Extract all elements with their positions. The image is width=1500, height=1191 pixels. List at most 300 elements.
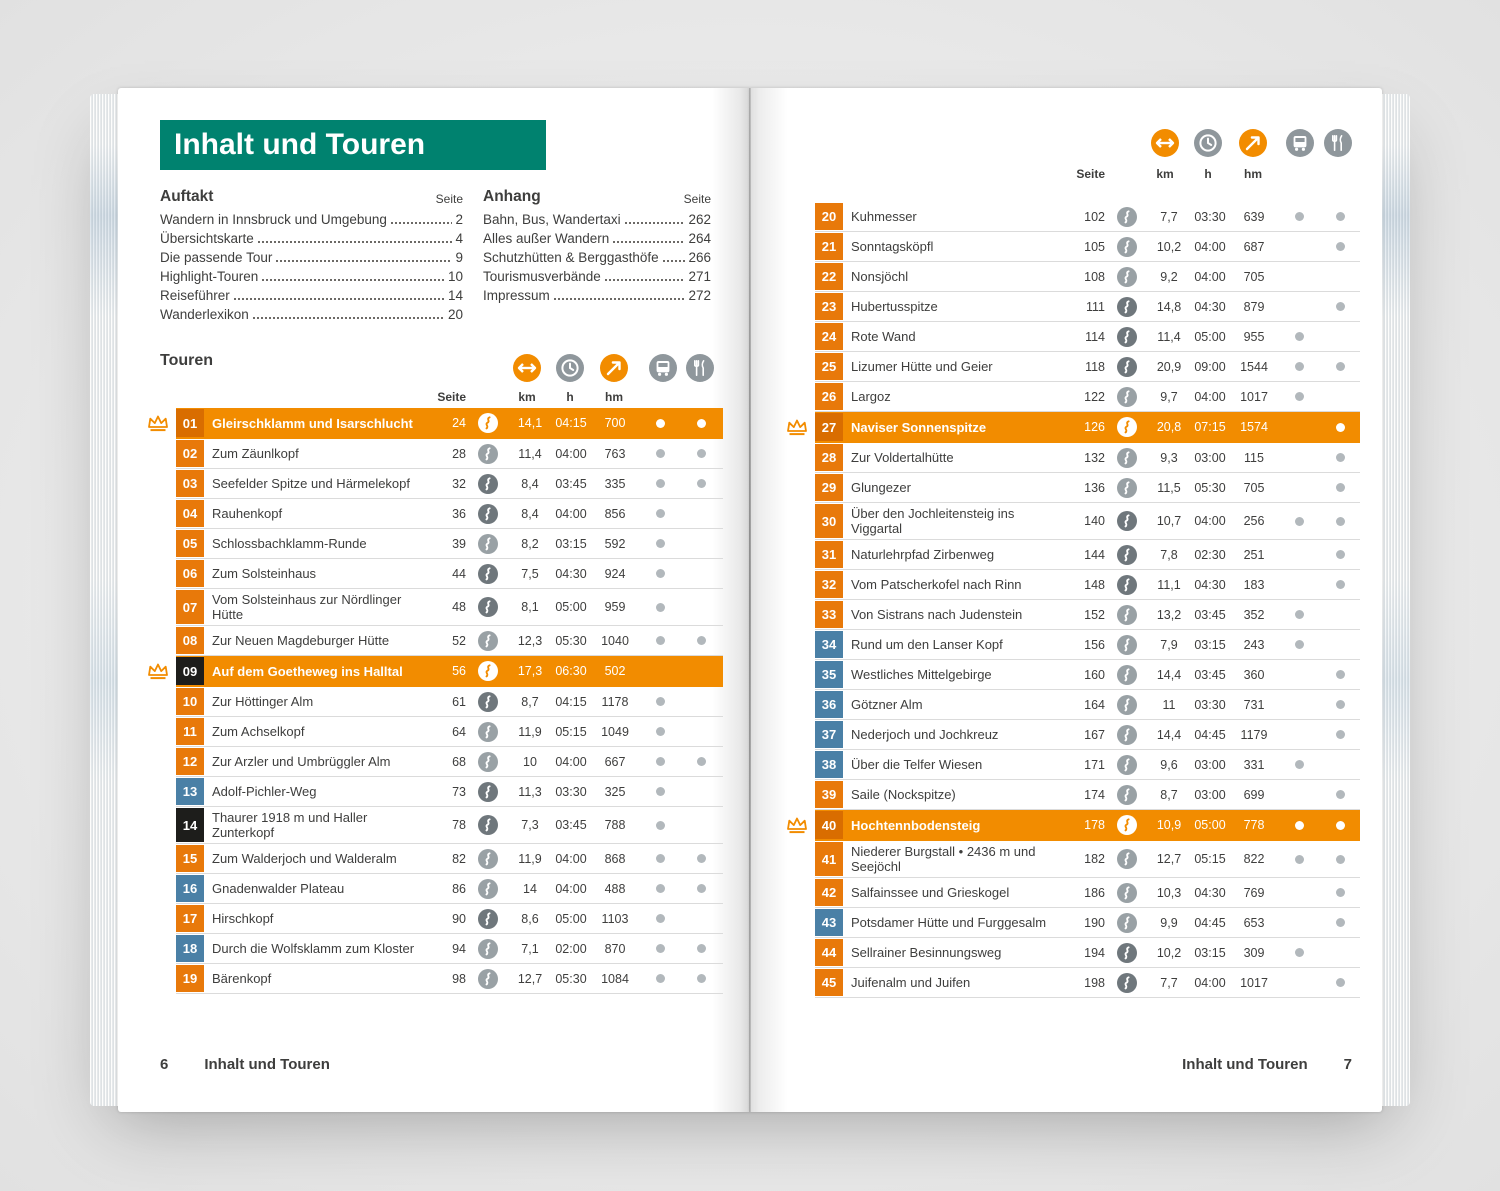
tour-elevation-value: 309 (1243, 945, 1265, 960)
tour-elevation-value: 868 (604, 851, 626, 866)
food-available-dot (1336, 580, 1345, 589)
difficulty-gauge-icon (466, 534, 510, 554)
food-dot-cell (1321, 790, 1359, 799)
tour-km-value: 9,9 (1160, 915, 1178, 930)
toc-item[interactable] (160, 267, 463, 286)
tour-row-20[interactable] (815, 202, 1360, 232)
bus-available-dot (1295, 362, 1304, 371)
food-dot-cell (1321, 700, 1359, 709)
tour-row-19[interactable] (176, 964, 723, 994)
food-dot-cell (1321, 550, 1359, 559)
toc-item[interactable] (483, 229, 711, 248)
tour-row-21[interactable] (815, 232, 1360, 262)
tour-km-value: 8,6 (521, 911, 539, 926)
bus-dot-cell (638, 914, 682, 923)
tour-duration-value: 05:00 (555, 600, 587, 614)
food-dot-cell (682, 479, 720, 488)
toc-item[interactable] (483, 248, 711, 267)
tour-page-number: 132 (1084, 450, 1105, 465)
toc-item-label: Schutzhütten & Berggasthöfe (483, 250, 659, 265)
toc-item[interactable] (160, 305, 463, 324)
tour-number-badge: 32 (815, 571, 843, 598)
food-dot-cell (682, 884, 720, 893)
bus-available-dot (656, 569, 665, 578)
tour-number-badge: 40 (815, 811, 843, 839)
auftakt-section (160, 188, 463, 324)
tour-title: Schlossbachklamm-Runde (212, 536, 367, 551)
food-dot-cell (1321, 670, 1359, 679)
tour-row-40[interactable] (815, 810, 1360, 841)
tour-page-number: 94 (452, 941, 466, 956)
food-available-dot (1336, 855, 1345, 864)
tour-number-badge: 35 (815, 661, 843, 688)
tour-row-05[interactable] (176, 529, 723, 559)
tour-elevation-value: 788 (604, 818, 626, 832)
tour-row-10[interactable] (176, 687, 723, 717)
tour-row-30[interactable] (815, 503, 1360, 540)
food-dot-cell (682, 419, 720, 428)
tour-duration-value: 03:30 (1194, 697, 1226, 712)
tour-title: Über den Jochleitensteig ins Viggartal (851, 506, 1015, 536)
difficulty-gauge-icon (1105, 883, 1149, 903)
tour-title: Adolf-Pichler-Weg (212, 784, 317, 799)
dotted-leader (612, 239, 685, 244)
distance-icon (1151, 129, 1179, 157)
bus-available-dot (656, 636, 665, 645)
bus-dot-cell (638, 787, 682, 796)
difficulty-gauge-icon (1105, 665, 1149, 685)
tour-page-number: 171 (1084, 757, 1105, 772)
tour-km-value: 10,3 (1156, 885, 1182, 900)
tour-row-15[interactable] (176, 844, 723, 874)
tour-title: Vom Solsteinhaus zur Nördlinger Hütte (212, 592, 402, 622)
bus-dot-cell (1277, 392, 1321, 401)
tour-row-14[interactable] (176, 807, 723, 844)
difficulty-gauge-icon (1105, 448, 1149, 468)
tour-number-badge: 19 (176, 965, 204, 992)
tour-duration-value: 04:00 (555, 446, 587, 461)
difficulty-gauge-icon (466, 815, 510, 835)
bus-dot-cell (638, 636, 682, 645)
tour-duration-value: 05:30 (555, 633, 587, 648)
tour-title: Naviser Sonnenspitze (851, 419, 987, 435)
tour-km-value: 7,9 (1160, 637, 1178, 652)
bus-available-dot (1295, 212, 1304, 221)
bus-available-dot (1295, 760, 1304, 769)
tour-row-27[interactable] (815, 412, 1360, 443)
tour-duration-value: 02:00 (555, 941, 587, 956)
difficulty-gauge-icon (466, 564, 510, 584)
tour-row-43[interactable] (815, 908, 1360, 938)
difficulty-gauge-icon (1105, 357, 1149, 377)
tour-km-value: 7,7 (1160, 975, 1178, 990)
tour-number-badge: 24 (815, 323, 843, 350)
difficulty-gauge-icon (1105, 267, 1149, 287)
toc-item-page: 9 (455, 250, 463, 265)
tour-page-number: 102 (1084, 209, 1105, 224)
tour-row-38[interactable] (815, 750, 1360, 780)
tour-row-13[interactable] (176, 777, 723, 807)
tour-title: Potsdamer Hütte und Furggesalm (851, 915, 1047, 930)
toc-item-label: Wandern in Innsbruck und Umgebung (160, 212, 387, 227)
food-dot-cell (1321, 362, 1359, 371)
food-available-dot (1336, 821, 1345, 830)
tour-title: Von Sistrans nach Judenstein (851, 607, 1023, 622)
tour-row-24[interactable] (815, 322, 1360, 352)
tour-elevation-value: 1017 (1240, 975, 1268, 990)
difficulty-gauge-icon (466, 631, 510, 651)
highlight-crown-icon (146, 414, 170, 433)
highlight-crown-icon (785, 816, 809, 835)
tour-duration-value: 05:00 (1194, 329, 1226, 344)
tour-page-number: 126 (1084, 420, 1105, 434)
tour-title: Saile (Nockspitze) (851, 787, 956, 802)
food-available-dot (1336, 212, 1345, 221)
bus-dot-cell (638, 757, 682, 766)
tour-row-31[interactable] (815, 540, 1360, 570)
tour-number-badge: 25 (815, 353, 843, 380)
tour-number-badge: 10 (176, 688, 204, 715)
tour-page-number: 64 (452, 724, 466, 739)
bus-dot-cell (1277, 362, 1321, 371)
tour-km-value: 14,4 (1156, 727, 1182, 742)
tour-row-18[interactable] (176, 934, 723, 964)
food-available-dot (697, 419, 706, 428)
tour-row-28[interactable] (815, 443, 1360, 473)
food-icon (1324, 129, 1352, 157)
bus-dot-cell (1277, 212, 1321, 221)
tour-row-33[interactable] (815, 600, 1360, 630)
tour-number-badge: 41 (815, 842, 843, 876)
bus-available-dot (656, 509, 665, 518)
difficulty-gauge-icon (1105, 725, 1149, 745)
tour-page-number: 148 (1084, 577, 1105, 592)
food-available-dot (697, 854, 706, 863)
dotted-leader (604, 277, 686, 282)
tour-row-08[interactable] (176, 626, 723, 656)
tour-km-value: 7,1 (521, 941, 539, 956)
food-available-dot (1336, 517, 1345, 526)
bus-dot-cell (1277, 610, 1321, 619)
food-available-dot (1336, 670, 1345, 679)
tour-km-value: 11,9 (518, 724, 542, 739)
difficulty-gauge-icon (1105, 913, 1149, 933)
food-dot-cell (1321, 242, 1359, 251)
tour-row-34[interactable] (815, 630, 1360, 660)
tour-number-badge: 29 (815, 474, 843, 501)
food-available-dot (1336, 730, 1345, 739)
tour-row-12[interactable] (176, 747, 723, 777)
food-dot-cell (1321, 212, 1359, 221)
bus-available-dot (1295, 332, 1304, 341)
food-dot-cell (1321, 821, 1359, 830)
food-dot-cell (1321, 453, 1359, 462)
tour-page-number: 56 (452, 664, 466, 678)
food-available-dot (1336, 918, 1345, 927)
tour-title: Hubertusspitze (851, 299, 938, 314)
tour-elevation-value: 700 (604, 416, 626, 430)
tour-row-39[interactable] (815, 780, 1360, 810)
left-footer (160, 1056, 330, 1073)
bus-dot-cell (638, 697, 682, 706)
difficulty-gauge-icon (1105, 478, 1149, 498)
tour-row-01[interactable] (176, 408, 723, 439)
tour-row-42[interactable] (815, 878, 1360, 908)
right-footer-label: Inhalt und Touren (1182, 1056, 1308, 1073)
anhang-section (483, 188, 711, 305)
toc-item-label: Übersichtskarte (160, 231, 254, 246)
bus-available-dot (656, 697, 665, 706)
tour-duration-value: 04:00 (555, 881, 587, 896)
tour-row-26[interactable] (815, 382, 1360, 412)
toc-item-label: Bahn, Bus, Wandertaxi (483, 212, 621, 227)
tour-row-11[interactable] (176, 717, 723, 747)
tour-number-badge: 37 (815, 721, 843, 748)
food-available-dot (1336, 978, 1345, 987)
tour-title: Zur Voldertalhütte (851, 450, 954, 465)
tour-row-37[interactable] (815, 720, 1360, 750)
page-title: Inhalt und Touren (160, 120, 546, 170)
tour-page-number: 174 (1084, 787, 1105, 802)
tour-km-value: 14,1 (517, 416, 543, 430)
page-edges-left (90, 94, 118, 1106)
bus-available-dot (656, 944, 665, 953)
food-available-dot (697, 479, 706, 488)
tour-duration-value: 04:00 (1194, 514, 1226, 528)
tour-title: Niederer Burgstall • 2436 m und Seejöchl (851, 844, 1036, 874)
difficulty-gauge-icon (1105, 207, 1149, 227)
bus-dot-cell (1277, 821, 1321, 830)
food-dot-cell (1321, 580, 1359, 589)
tour-elevation-value: 667 (604, 754, 626, 769)
bus-available-dot (1295, 640, 1304, 649)
food-available-dot (1336, 888, 1345, 897)
tour-title: Zur Arzler und Umbrüggler Alm (212, 754, 391, 769)
tour-elevation-value: 1179 (1240, 727, 1268, 742)
toc-item[interactable] (483, 267, 711, 286)
bus-available-dot (656, 787, 665, 796)
right-footer-page-number: 7 (1343, 1056, 1352, 1073)
tour-row-36[interactable] (815, 690, 1360, 720)
food-dot-cell (682, 449, 720, 458)
tour-km-value: 11 (1162, 697, 1176, 712)
tour-number-badge: 30 (815, 504, 843, 538)
tour-km-value: 11,1 (1157, 577, 1181, 592)
difficulty-gauge-icon (466, 504, 510, 524)
food-dot-cell (682, 944, 720, 953)
difficulty-gauge-icon (1105, 849, 1149, 869)
tour-title: Rund um den Lanser Kopf (851, 637, 1003, 652)
food-available-dot (697, 944, 706, 953)
tour-title: Zum Zäunlkopf (212, 446, 299, 461)
tour-page-number: 108 (1084, 269, 1105, 284)
tour-row-25[interactable] (815, 352, 1360, 382)
tour-elevation-value: 335 (604, 476, 626, 491)
tour-km-value: 12,7 (517, 971, 543, 986)
tour-page-number: 118 (1085, 359, 1105, 374)
bus-dot-cell (638, 509, 682, 518)
left-footer-label: Inhalt und Touren (204, 1056, 330, 1073)
tour-duration-value: 04:30 (1194, 885, 1226, 900)
distance-icon (513, 354, 541, 382)
tour-km-value: 9,7 (1160, 389, 1178, 404)
tour-row-29[interactable] (815, 473, 1360, 503)
tour-duration-value: 05:30 (555, 971, 587, 986)
toc-item[interactable] (160, 210, 463, 229)
tour-elevation-value: 778 (1243, 818, 1265, 832)
tour-row-22[interactable] (815, 262, 1360, 292)
tour-number-badge: 33 (815, 601, 843, 628)
toc-item-label: Die passende Tour (160, 250, 273, 265)
col-h-label: h (1204, 167, 1212, 181)
tour-number-badge: 08 (176, 627, 204, 654)
tour-number-badge: 01 (176, 409, 204, 437)
tour-title: Gnadenwalder Plateau (212, 881, 345, 896)
tour-row-45[interactable] (815, 968, 1360, 998)
tour-page-number: 78 (452, 818, 466, 832)
tour-title: Lizumer Hütte und Geier (851, 359, 993, 374)
tour-page-number: 90 (452, 911, 466, 926)
dotted-leader (257, 239, 453, 244)
difficulty-gauge-icon (1105, 695, 1149, 715)
tour-elevation-value: 822 (1243, 852, 1265, 866)
food-available-dot (697, 449, 706, 458)
food-available-dot (1336, 302, 1345, 311)
tour-km-value: 12,3 (517, 633, 543, 648)
anhang-seite-label: Seite (683, 192, 711, 206)
tour-row-09[interactable] (176, 656, 723, 687)
food-available-dot (697, 757, 706, 766)
difficulty-gauge-icon (466, 722, 510, 742)
bus-available-dot (656, 449, 665, 458)
tour-title: Thaurer 1918 m und Haller Zunterkopf (212, 810, 368, 840)
toc-item-label: Alles außer Wandern (483, 231, 610, 246)
tour-number-badge: 07 (176, 590, 204, 624)
tour-elevation-value: 256 (1243, 514, 1265, 528)
dotted-leader (275, 258, 452, 263)
tour-elevation-value: 331 (1243, 757, 1265, 772)
tour-elevation-value: 1040 (601, 633, 629, 648)
tour-km-value: 11,4 (518, 446, 542, 461)
difficulty-gauge-icon (466, 444, 510, 464)
toc-item[interactable] (160, 286, 463, 305)
tour-km-value: 10,9 (1156, 818, 1182, 832)
tour-km-value: 11,3 (518, 784, 542, 799)
tour-duration-value: 05:00 (555, 911, 587, 926)
tour-duration-value: 03:00 (1194, 450, 1226, 465)
anhang-title: Anhang (483, 188, 541, 205)
tour-duration-value: 02:30 (1194, 547, 1226, 562)
tour-row-17[interactable] (176, 904, 723, 934)
tour-title: Salfainssee und Grieskogel (851, 885, 1010, 900)
difficulty-gauge-icon (466, 782, 510, 802)
tour-elevation-value: 115 (1244, 450, 1264, 465)
tour-number-badge: 43 (815, 909, 843, 936)
toc-item-page: 10 (447, 269, 463, 284)
difficulty-gauge-icon (1105, 943, 1149, 963)
bus-dot-cell (1277, 640, 1321, 649)
tour-number-badge: 39 (815, 781, 843, 808)
tour-row-16[interactable] (176, 874, 723, 904)
tour-elevation-value: 243 (1243, 637, 1265, 652)
difficulty-gauge-icon (1105, 511, 1149, 531)
tour-km-value: 14,4 (1156, 667, 1182, 682)
left-footer-page-number: 6 (160, 1056, 169, 1073)
toc-item-label: Highlight-Touren (160, 269, 259, 284)
tour-row-23[interactable] (815, 292, 1360, 322)
food-dot-cell (1321, 423, 1359, 432)
tour-row-03[interactable] (176, 469, 723, 499)
tour-title: Auf dem Goetheweg ins Halltal (212, 663, 403, 679)
tour-elevation-value: 1103 (601, 911, 629, 926)
tour-title: Götzner Alm (851, 697, 923, 712)
toc-item-page: 2 (455, 212, 463, 227)
toc-item[interactable] (160, 248, 463, 267)
difficulty-gauge-icon (1105, 327, 1149, 347)
dotted-leader (390, 220, 453, 225)
tour-row-04[interactable] (176, 499, 723, 529)
tour-title: Nonsjöchl (851, 269, 909, 284)
tour-duration-value: 04:00 (1194, 389, 1226, 404)
tour-km-value: 20,8 (1156, 420, 1182, 434)
tour-row-41[interactable] (815, 841, 1360, 878)
tour-page-number: 48 (452, 600, 466, 614)
tour-number-badge: 16 (176, 875, 204, 902)
toc-item[interactable] (160, 229, 463, 248)
toc-item-page: 20 (447, 307, 463, 322)
tour-duration-value: 04:45 (1194, 915, 1226, 930)
tour-page-number: 152 (1084, 607, 1105, 622)
tour-duration-value: 03:45 (555, 476, 587, 491)
tour-duration-value: 04:15 (555, 416, 587, 430)
bus-dot-cell (1277, 760, 1321, 769)
tour-row-32[interactable] (815, 570, 1360, 600)
bus-available-dot (1295, 517, 1304, 526)
page-edges-right (1382, 94, 1410, 1106)
tour-page-number: 105 (1084, 239, 1105, 254)
tour-elevation-value: 502 (604, 664, 626, 678)
tour-elevation-value: 687 (1243, 239, 1265, 254)
tour-elevation-value: 699 (1243, 787, 1265, 802)
tour-row-44[interactable] (815, 938, 1360, 968)
tour-duration-value: 05:30 (1194, 480, 1226, 495)
tour-page-number: 24 (452, 416, 466, 430)
food-dot-cell (1321, 517, 1359, 526)
bus-available-dot (1295, 948, 1304, 957)
tour-row-06[interactable] (176, 559, 723, 589)
tour-row-35[interactable] (815, 660, 1360, 690)
tour-number-badge: 13 (176, 778, 204, 805)
bus-dot-cell (638, 603, 682, 612)
tour-row-07[interactable] (176, 589, 723, 626)
tour-elevation-value: 592 (604, 536, 626, 551)
tour-title: Bärenkopf (212, 971, 272, 986)
toc-item[interactable] (483, 286, 711, 305)
elevation-icon (600, 354, 628, 382)
tour-elevation-value: 1017 (1240, 389, 1268, 404)
bus-available-dot (656, 974, 665, 983)
tour-page-number: 32 (452, 476, 466, 491)
tour-page-number: 52 (452, 633, 466, 648)
tour-row-02[interactable] (176, 439, 723, 469)
toc-item[interactable] (483, 210, 711, 229)
col-km-label: km (518, 390, 536, 404)
difficulty-gauge-icon (1105, 575, 1149, 595)
col-seite-label: Seite (437, 390, 466, 404)
tour-page-number: 44 (452, 566, 466, 581)
tour-number-badge: 11 (176, 718, 204, 745)
tour-number-badge: 42 (815, 879, 843, 906)
